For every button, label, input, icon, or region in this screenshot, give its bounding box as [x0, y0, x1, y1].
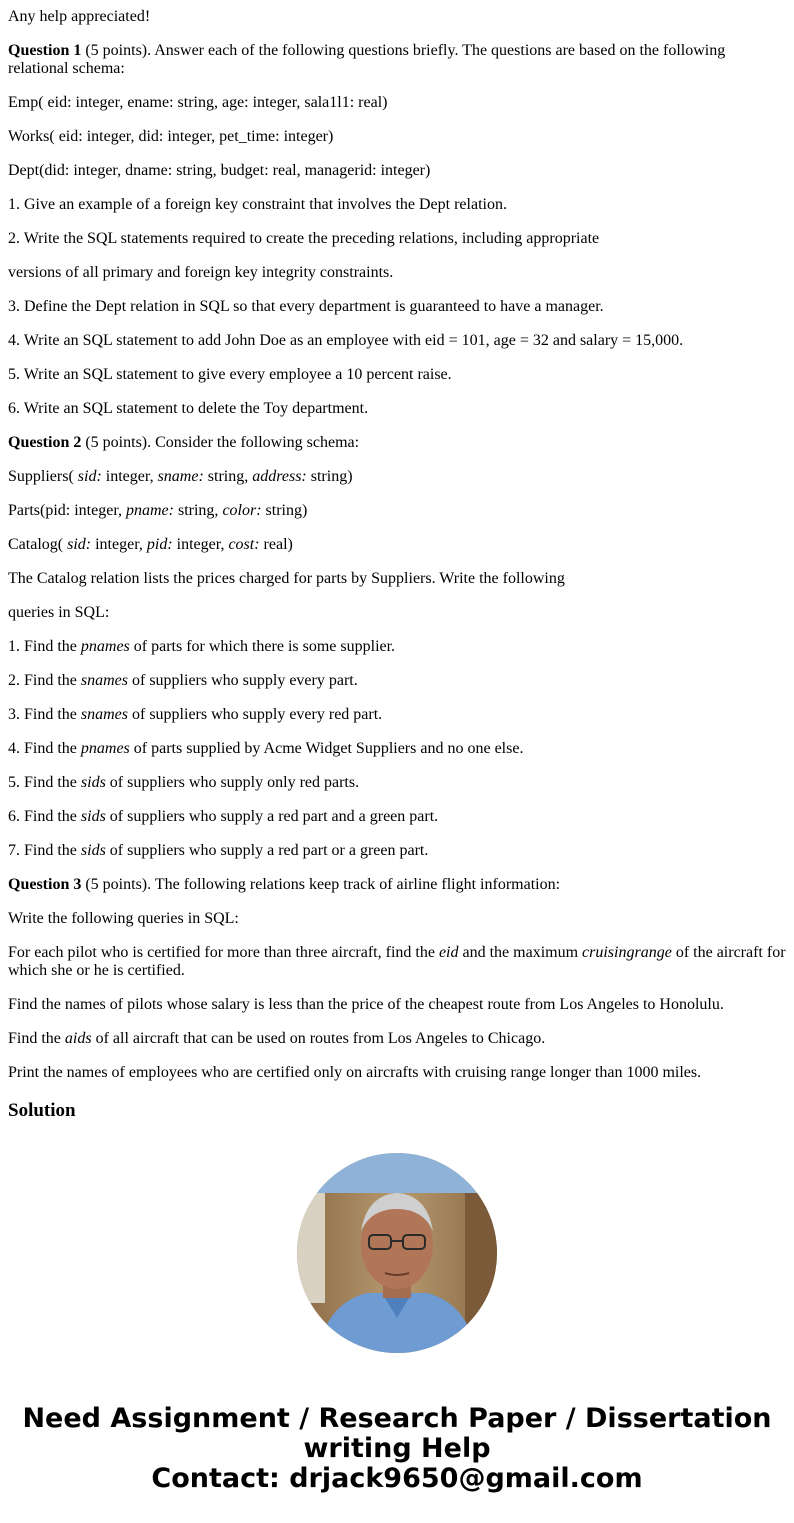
q1-item: 4. Write an SQL statement to add John Doe as an employee with eid = 101, age = 32 and salary = 15,000. [8, 332, 684, 349]
promo-line: writing Help [303, 1433, 491, 1464]
promo-banner [0, 1404, 794, 1494]
q2-query: 7. Find the sids of suppliers who supply a red part or a green part. [8, 842, 429, 859]
q2-query: 6. Find the sids of suppliers who supply a red part and a green part. [8, 808, 439, 825]
solution-heading: Solution [8, 1100, 76, 1121]
schema-dept: Dept(did: integer, dname: string, budget: real, managerid: integer) [8, 162, 431, 179]
schema-works: Works( eid: integer, did: integer, pet_time: integer) [8, 128, 334, 145]
q1-item: 2. Write the SQL statements required to create the preceding relations, including appropriate [8, 230, 600, 247]
q1-item: 5. Write an SQL statement to give every employee a 10 percent raise. [8, 366, 452, 383]
q2-query: 4. Find the pnames of parts supplied by Acme Widget Suppliers and no one else. [8, 740, 524, 757]
q3-label: Question 3 [8, 876, 82, 893]
q3-item: Find the names of pilots whose salary is less than the price of the cheapest route from Los Angeles to Honolulu. [8, 996, 724, 1013]
q2-points: (5 points). Consider the following schema: [81, 434, 360, 451]
q2-query: 5. Find the sids of suppliers who supply only red parts. [8, 774, 360, 791]
q2-description: The Catalog relation lists the prices charged for parts by Suppliers. Write the following [8, 570, 565, 587]
q3-points: (5 points). The following relations keep track of airline flight information: [81, 876, 561, 893]
q2-label: Question 2 [8, 434, 82, 451]
question-document [8, 8, 786, 1098]
schema-emp: Emp( eid: integer, ename: string, age: integer, sala1l1: real) [8, 94, 388, 111]
q2-heading [8, 434, 786, 452]
schema-parts: Parts(pid: integer, pname: string, color: string) [8, 502, 308, 519]
intro-text: Any help appreciated! [8, 8, 151, 25]
promo-line: Need Assignment / Research Paper / Dissertation [22, 1403, 772, 1434]
q3-item: Print the names of employees who are certified only on aircrafts with cruising range longer than 1000 miles. [8, 1064, 702, 1081]
q1-points: (5 points). Answer each of the following questions briefly. The questions are based on the following relational schema: [8, 42, 726, 77]
avatar [297, 1153, 497, 1353]
q1-item: 1. Give an example of a foreign key constraint that involves the Dept relation. [8, 196, 507, 213]
q3-item: For each pilot who is certified for more than three aircraft, find the eid and the maximum cruisingrange of the aircraft for which she or he is certified. [8, 944, 786, 979]
q1-item: 6. Write an SQL statement to delete the Toy department. [8, 400, 369, 417]
schema-suppliers: Suppliers( sid: integer, sname: string, address: string) [8, 468, 353, 485]
portrait-image [297, 1153, 497, 1353]
q1-heading [8, 42, 786, 78]
q2-description: queries in SQL: [8, 604, 110, 621]
q2-query: 1. Find the pnames of parts for which there is some supplier. [8, 638, 396, 655]
schema-catalog: Catalog( sid: integer, pid: integer, cost: real) [8, 536, 293, 553]
q1-label: Question 1 [8, 42, 82, 59]
promo-contact: Contact: drjack9650@gmail.com [151, 1463, 643, 1494]
q2-query: 3. Find the snames of suppliers who supply every red part. [8, 706, 383, 723]
q1-item: 3. Define the Dept relation in SQL so that every department is guaranteed to have a manager. [8, 298, 604, 315]
q3-heading [8, 876, 786, 894]
q1-item: versions of all primary and foreign key integrity constraints. [8, 264, 394, 281]
q3-write: Write the following queries in SQL: [8, 910, 239, 927]
q3-item: Find the aids of all aircraft that can be used on routes from Los Angeles to Chicago. [8, 1030, 546, 1047]
q2-query: 2. Find the snames of suppliers who supply every part. [8, 672, 358, 689]
